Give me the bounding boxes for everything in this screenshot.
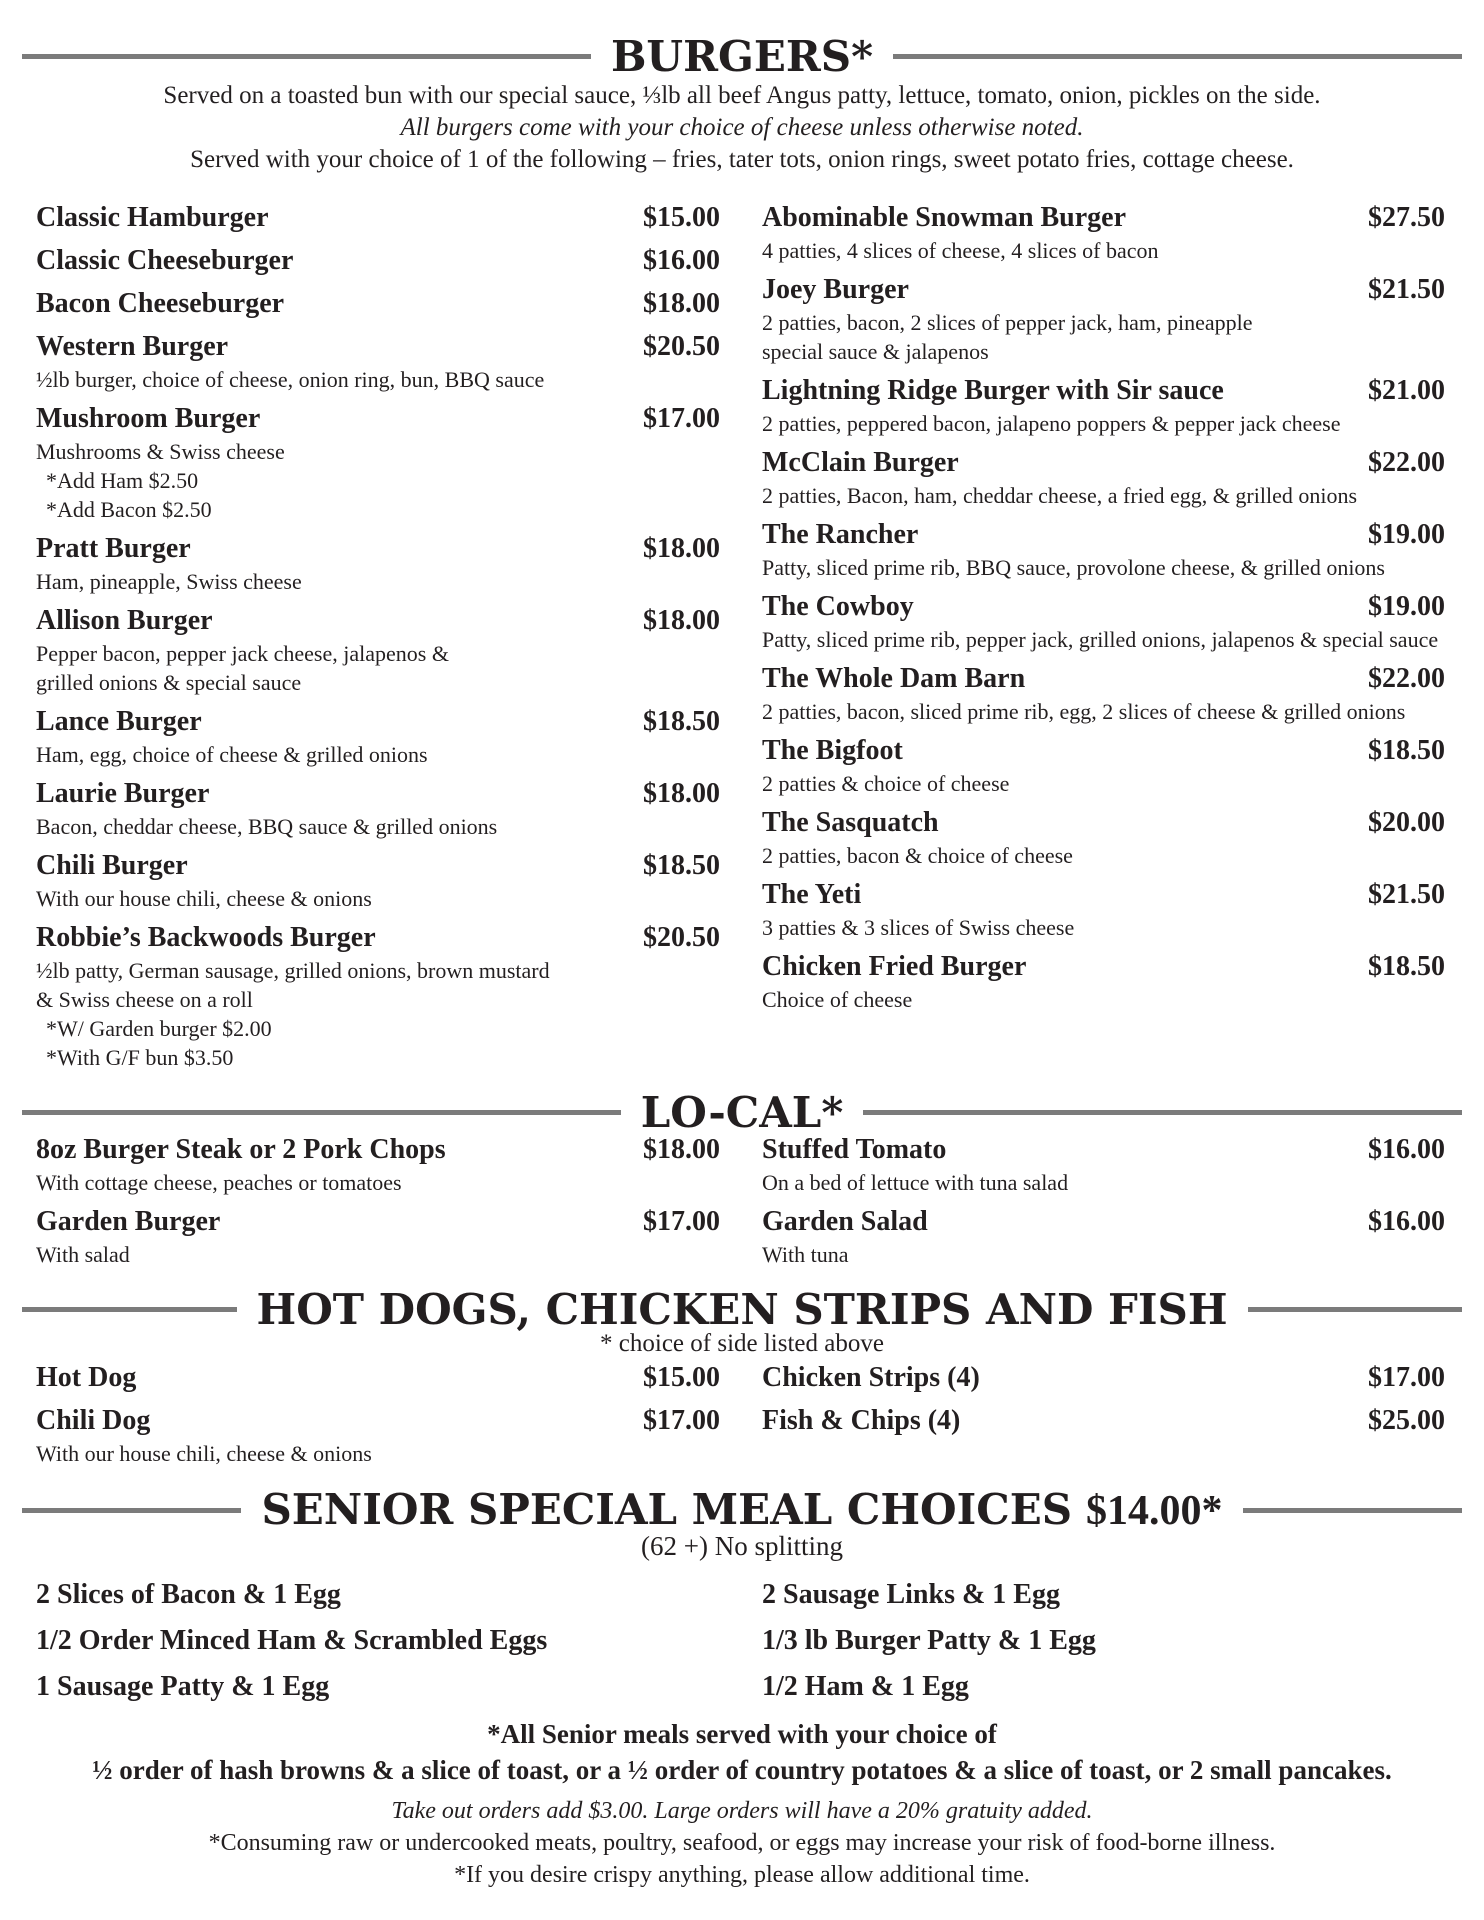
menu-item-description: Patty, sliced prime rib, BBQ sauce, provolone cheese, & grilled onions (762, 555, 1385, 580)
intro-line: Served with your choice of 1 of the following – fries, tater tots, onion rings, sweet potato fries, cottage cheese. (190, 146, 1294, 173)
menu-item (36, 1403, 720, 1468)
menu-item (36, 848, 720, 913)
hotdogs-section-header (22, 1285, 1462, 1334)
menu-item (36, 531, 720, 596)
intro-line: Served on a toasted bun with our special sauce, ⅓lb all beef Angus patty, lettuce, tomato, onion, pickles on the side. (163, 82, 1321, 109)
menu-item-price: $18.00 (643, 1134, 720, 1165)
menu-item-price: $18.00 (643, 533, 720, 564)
senior-note-line: *All Senior meals served with your choice of (487, 1719, 997, 1749)
menu-item-price: $16.00 (1368, 1134, 1445, 1165)
menu-item-description: *With G/F bun $3.50 (46, 1045, 234, 1070)
menu-item-row (36, 531, 720, 567)
menu-item (762, 445, 1445, 510)
senior-right-column (762, 1572, 1445, 1710)
senior-choice: 1 Sausage Patty & 1 Egg (36, 1671, 330, 1702)
menu-item-description: On a bed of lettuce with tuna salad (762, 1170, 1069, 1195)
local-title: LO-CAL* (640, 1088, 844, 1137)
menu-item-name: Garden Salad (762, 1206, 928, 1237)
menu-item (762, 517, 1445, 582)
menu-item-description: *Add Ham $2.50 (46, 468, 199, 493)
menu-item-description: 2 patties, bacon, 2 slices of pepper jack, ham, pineapple (762, 310, 1253, 335)
menu-item-description: With cottage cheese, peaches or tomatoes (36, 1170, 402, 1195)
menu-item-name: Hot Dog (36, 1362, 137, 1393)
menu-item-description: 2 patties, peppered bacon, jalapeno poppers & pepper jack cheese (762, 411, 1341, 436)
menu-item-price: $18.50 (1368, 951, 1445, 982)
senior-choice: 2 Slices of Bacon & 1 Egg (36, 1579, 341, 1610)
menu-item-description: With tuna (762, 1242, 849, 1267)
menu-item (762, 949, 1445, 1014)
menu-item (762, 1360, 1445, 1396)
menu-item-row (36, 704, 720, 740)
hotdogs-left-column (36, 1360, 720, 1475)
menu-item-name: Chili Dog (36, 1405, 151, 1436)
menu-item-price: $16.00 (643, 245, 720, 276)
senior-choice: 1/3 lb Burger Patty & 1 Egg (762, 1625, 1096, 1656)
menu-item-row (762, 373, 1445, 409)
hotdogs-subtitle: * choice of side listed above (600, 1330, 884, 1357)
menu-item-name: Chicken Strips (4) (762, 1362, 980, 1393)
menu-item (36, 243, 720, 279)
menu-item-description: grilled onions & special sauce (36, 670, 302, 695)
menu-item-name: Garden Burger (36, 1206, 221, 1237)
menu-item-row (762, 877, 1445, 913)
menu-item-price: $27.50 (1368, 202, 1445, 233)
menu-item-row (36, 1132, 720, 1168)
menu-item-row (36, 401, 720, 437)
menu-item-description: Choice of cheese (762, 987, 913, 1012)
menu-item-row (36, 1204, 720, 1240)
burgers-left-column (36, 200, 720, 1079)
menu-item-row (762, 589, 1445, 625)
burgers-section-header (22, 32, 1462, 81)
menu-item-name: McClain Burger (762, 447, 959, 478)
senior-price: $14.00* (1086, 1488, 1223, 1534)
menu-item (36, 704, 720, 769)
senior-choice: 1/2 Ham & 1 Egg (762, 1671, 969, 1702)
menu-item (762, 733, 1445, 798)
header-rule (863, 1110, 1462, 1115)
menu-item-name: Western Burger (36, 331, 229, 362)
menu-item-description: special sauce & jalapenos (762, 339, 989, 364)
menu-item-description: *Add Bacon $2.50 (46, 497, 212, 522)
footer-line: Take out orders add $3.00. Large orders will have a 20% gratuity added. (391, 1798, 1093, 1824)
senior-choice: 1/2 Order Minced Ham & Scrambled Eggs (36, 1625, 548, 1656)
menu-item-price: $17.00 (1368, 1362, 1445, 1393)
menu-item-row (762, 949, 1445, 985)
hotdogs-title: HOT DOGS, CHICKEN STRIPS AND FISH (256, 1285, 1228, 1334)
menu-item-description: 2 patties & choice of cheese (762, 771, 1010, 796)
menu-item-row (762, 1403, 1445, 1439)
menu-item-row (36, 1360, 720, 1396)
header-rule (22, 1307, 237, 1312)
menu-item-name: Laurie Burger (36, 778, 210, 809)
menu-item-row (762, 1360, 1445, 1396)
menu-item-row (762, 1132, 1445, 1168)
footer-notes (0, 1795, 1484, 1891)
footer-line: *Consuming raw or undercooked meats, poultry, seafood, or eggs may increase your risk of food-borne illness. (208, 1830, 1276, 1856)
menu-item-description: Ham, pineapple, Swiss cheese (36, 569, 302, 594)
menu-item-name: Stuffed Tomato (762, 1134, 947, 1165)
menu-item (36, 603, 720, 697)
menu-item-description: Patty, sliced prime rib, pepper jack, grilled onions, jalapenos & special sauce (762, 627, 1439, 652)
header-rule (893, 54, 1462, 59)
menu-item-name: 8oz Burger Steak or 2 Pork Chops (36, 1134, 446, 1165)
menu-item-price: $20.50 (643, 331, 720, 362)
menu-item-description: With salad (36, 1242, 130, 1267)
menu-item-description: ½lb burger, choice of cheese, onion ring, bun, BBQ sauce (36, 367, 545, 392)
menu-item-price: $25.00 (1368, 1405, 1445, 1436)
senior-title: SENIOR SPECIAL MEAL CHOICES (261, 1485, 1073, 1534)
menu-item-price: $18.00 (643, 778, 720, 809)
menu-item-description: Ham, egg, choice of cheese & grilled onions (36, 742, 428, 767)
menu-item-description: Bacon, cheddar cheese, BBQ sauce & grilled onions (36, 814, 498, 839)
local-left-column (36, 1132, 720, 1276)
menu-item-row (36, 848, 720, 884)
menu-item-description: 2 patties, Bacon, ham, cheddar cheese, a fried egg, & grilled onions (762, 483, 1358, 508)
menu-item-row (762, 661, 1445, 697)
header-rule (1243, 1508, 1462, 1513)
menu-item (762, 877, 1445, 942)
menu-item-description: With our house chili, cheese & onions (36, 1441, 372, 1466)
menu-item-price: $19.00 (1368, 591, 1445, 622)
menu-item-name: Bacon Cheeseburger (36, 288, 285, 319)
menu-item-row (762, 272, 1445, 308)
menu-item-name: Mushroom Burger (36, 403, 261, 434)
header-rule (22, 1110, 621, 1115)
senior-subtitle: (62 +) No splitting (641, 1531, 843, 1561)
burgers-title: BURGERS* (610, 32, 874, 81)
menu-item-name: Abominable Snowman Burger (762, 202, 1127, 233)
menu-item-name: Classic Hamburger (36, 202, 269, 233)
menu-item-description: ½lb patty, German sausage, grilled onions, brown mustard (36, 958, 550, 983)
menu-item-name: Classic Cheeseburger (36, 245, 294, 276)
menu-item-name: Pratt Burger (36, 533, 191, 564)
menu-item-name: Joey Burger (762, 274, 909, 305)
menu-item (36, 776, 720, 841)
menu-item-price: $17.00 (643, 1206, 720, 1237)
menu-item-row (36, 243, 720, 279)
menu-item-name: Chili Burger (36, 850, 188, 881)
menu-item-name: The Sasquatch (762, 807, 939, 838)
menu-item-price: $18.00 (643, 605, 720, 636)
menu-item-price: $22.00 (1368, 663, 1445, 694)
menu-item-row (36, 286, 720, 322)
menu-item-row (36, 329, 720, 365)
menu-item (36, 1132, 720, 1197)
senior-left-column (36, 1572, 720, 1710)
menu-item-description: Mushrooms & Swiss cheese (36, 439, 285, 464)
menu-item-name: Robbie’s Backwoods Burger (36, 922, 376, 953)
menu-item (762, 200, 1445, 265)
burgers-right-column (762, 200, 1445, 1021)
senior-note (0, 1716, 1484, 1788)
menu-item-description: 3 patties & 3 slices of Swiss cheese (762, 915, 1075, 940)
menu-item-price: $21.50 (1368, 879, 1445, 910)
menu-item-name: The Whole Dam Barn (762, 663, 1026, 694)
menu-item-price: $18.50 (643, 706, 720, 737)
menu-item-name: Allison Burger (36, 605, 213, 636)
menu-item-name: Chicken Fried Burger (762, 951, 1027, 982)
menu-item-row (36, 1403, 720, 1439)
menu-item-description: 2 patties, bacon, sliced prime rib, egg, 2 slices of cheese & grilled onions (762, 699, 1406, 724)
menu-item-row (36, 920, 720, 956)
menu-item-price: $16.00 (1368, 1206, 1445, 1237)
menu-item (36, 920, 720, 1072)
senior-choice: 2 Sausage Links & 1 Egg (762, 1579, 1060, 1610)
menu-item-description: *W/ Garden burger $2.00 (46, 1016, 272, 1041)
menu-item-price: $18.50 (643, 850, 720, 881)
menu-item (36, 286, 720, 322)
header-rule (22, 54, 591, 59)
menu-item (762, 661, 1445, 726)
burgers-intro (0, 80, 1484, 176)
menu-item (762, 589, 1445, 654)
menu-item-name: The Yeti (762, 879, 862, 910)
menu-item-name: Lightning Ridge Burger with Sir sauce (762, 375, 1224, 406)
menu-item (762, 1132, 1445, 1197)
menu-item (762, 805, 1445, 870)
menu-item (36, 1360, 720, 1396)
menu-item-name: The Rancher (762, 519, 919, 550)
menu-item-price: $20.50 (643, 922, 720, 953)
menu-item-name: Lance Burger (36, 706, 202, 737)
menu-item (762, 373, 1445, 438)
local-section-header (22, 1088, 1462, 1137)
menu-item-price: $18.00 (643, 288, 720, 319)
menu-item-price: $19.00 (1368, 519, 1445, 550)
menu-item-price: $17.00 (643, 1405, 720, 1436)
header-rule (1248, 1307, 1463, 1312)
menu-item-row (36, 776, 720, 812)
menu-item-row (36, 603, 720, 639)
footer-line: *If you desire crispy anything, please allow additional time. (454, 1862, 1030, 1888)
menu-item-row (762, 1204, 1445, 1240)
senior-note-line: ½ order of hash browns & a slice of toast, or a ½ order of country potatoes & a slice of toast, or 2 small pancakes. (92, 1755, 1392, 1785)
local-right-column (762, 1132, 1445, 1276)
header-rule (22, 1508, 241, 1513)
menu-item-price: $20.00 (1368, 807, 1445, 838)
menu-item-description: 2 patties, bacon & choice of cheese (762, 843, 1073, 868)
intro-line: All burgers come with your choice of cheese unless otherwise noted. (400, 114, 1084, 141)
menu-item-description: With our house chili, cheese & onions (36, 886, 372, 911)
menu-item-row (762, 733, 1445, 769)
menu-item-price: $21.00 (1368, 375, 1445, 406)
menu-item (762, 272, 1445, 366)
menu-item-price: $15.00 (643, 202, 720, 233)
menu-item (762, 1204, 1445, 1269)
menu-item-row (762, 805, 1445, 841)
menu-item-description: 4 patties, 4 slices of cheese, 4 slices of bacon (762, 238, 1159, 263)
menu-item-name: Fish & Chips (4) (762, 1405, 961, 1436)
menu-item (36, 329, 720, 394)
menu-item-row (762, 517, 1445, 553)
menu-item-price: $15.00 (643, 1362, 720, 1393)
menu-item-price: $21.50 (1368, 274, 1445, 305)
menu-item-row (762, 445, 1445, 481)
menu-item-price: $22.00 (1368, 447, 1445, 478)
menu-item-price: $18.50 (1368, 735, 1445, 766)
menu-item-description: Pepper bacon, pepper jack cheese, jalapenos & (36, 641, 449, 666)
menu-item-description: & Swiss cheese on a roll (36, 987, 253, 1012)
hotdogs-right-column (762, 1360, 1445, 1446)
menu-item (36, 200, 720, 236)
menu-item (36, 401, 720, 524)
menu-item (762, 1403, 1445, 1439)
menu-item-row (36, 200, 720, 236)
menu-item-name: The Bigfoot (762, 735, 903, 766)
menu-item-row (762, 200, 1445, 236)
menu-item (36, 1204, 720, 1269)
menu-item-name: The Cowboy (762, 591, 914, 622)
menu-item-price: $17.00 (643, 403, 720, 434)
